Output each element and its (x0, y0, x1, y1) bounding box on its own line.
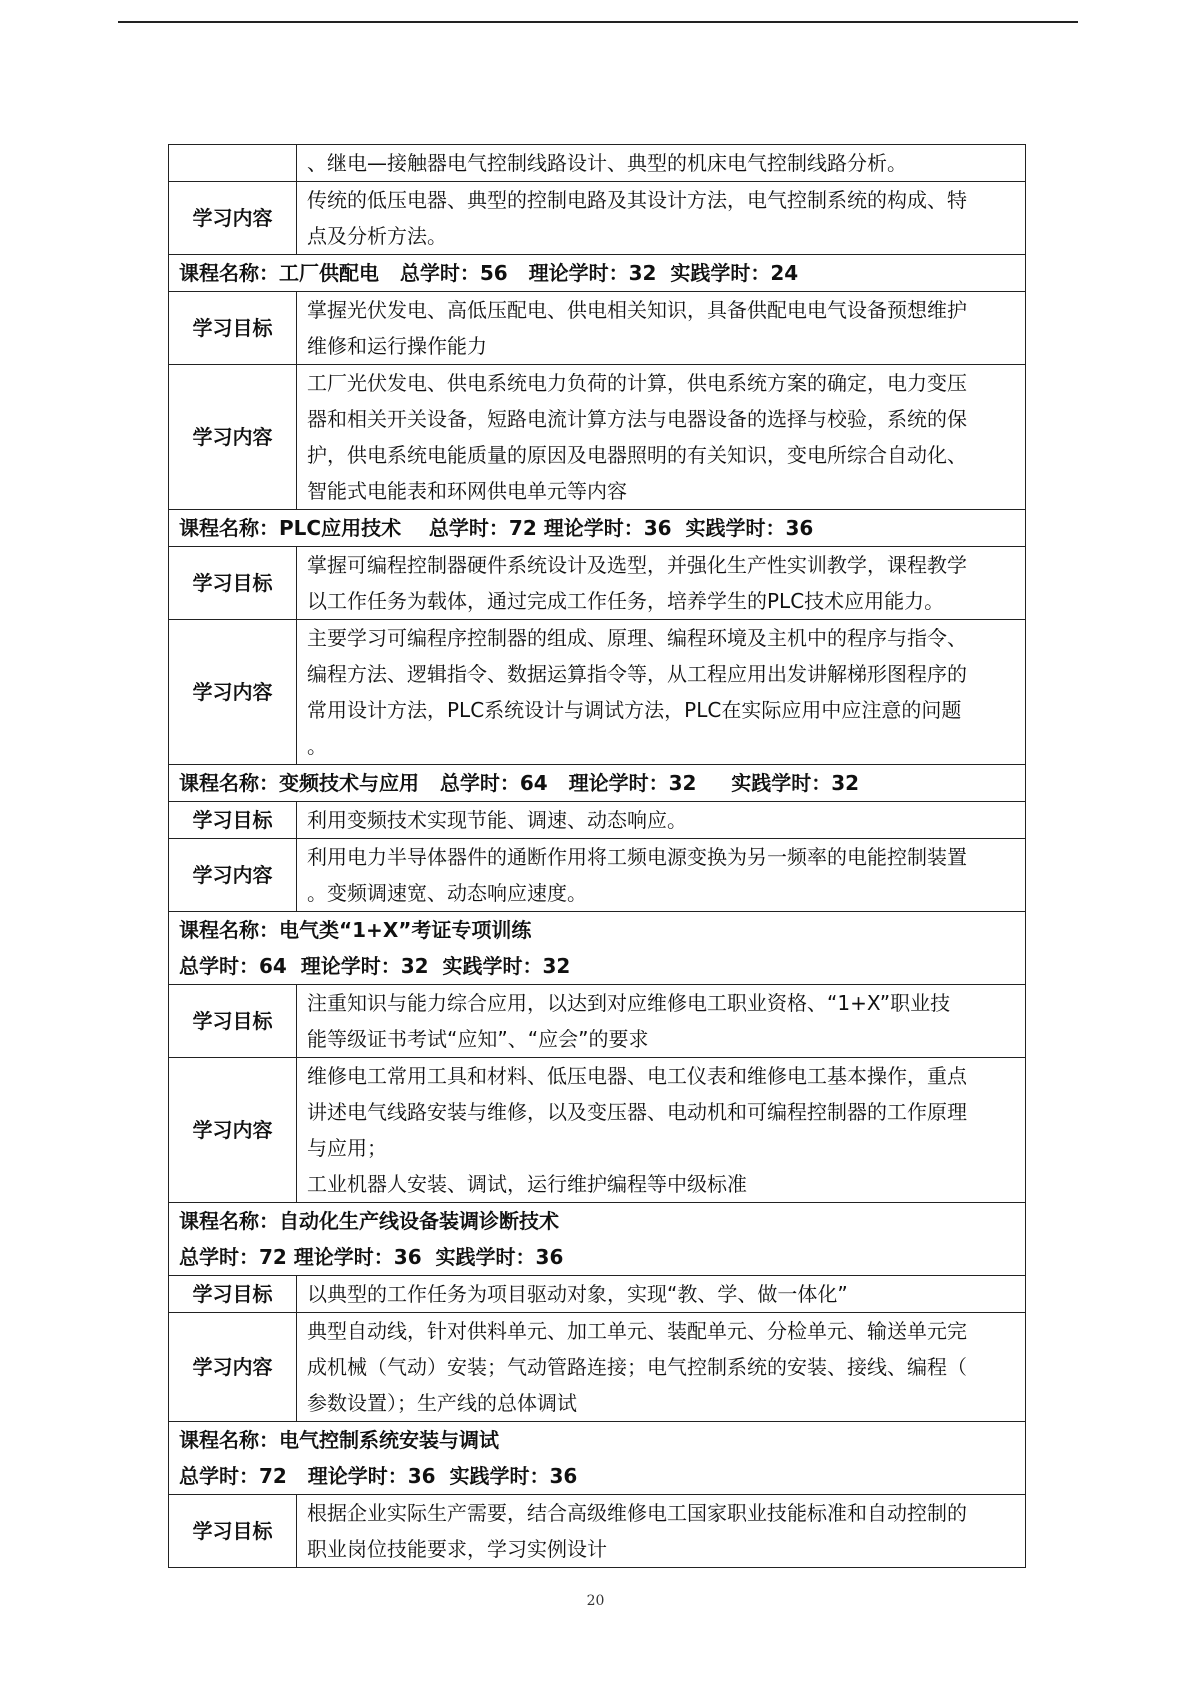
content-row (169, 839, 1026, 912)
row-text: 传统的低压电器、典型的控制电路及其设计方法，电气控制系统的构成、特 点及分析方法。 (297, 182, 1026, 255)
row-text: 主要学习可编程序控制器的组成、原理、编程环境及主机中的程序与指令、 编程方法、逻辑指令、数据运算指令等，从工程应用出发讲解梯形图程序的 常用设计方法，PLC系统设计与调试方法，PLC在实际应用中应注意的问题 。 (297, 620, 1026, 765)
content-row (169, 1495, 1026, 1568)
row-text: 工厂光伏发电、供电系统电力负荷的计算，供电系统方案的确定，电力变压 器和相关开关设备，短路电流计算方法与电器设备的选择与校验，系统的保 护，供电系统电能质量的原因及电器照明的有关知识，变电所综合自动化、 智能式电能表和环网供电单元等内容 (297, 365, 1026, 510)
row-label: 学习内容 (169, 839, 297, 912)
row-label: 学习目标 (169, 1495, 297, 1568)
course-header-row (169, 912, 1026, 985)
course-header-row (169, 1422, 1026, 1495)
row-text: 利用电力半导体器件的通断作用将工频电源变换为另一频率的电能控制装置 。变频调速宽、动态响应速度。 (297, 839, 1026, 912)
page-number: 20 (586, 1593, 605, 1609)
row-label: 学习目标 (169, 802, 297, 839)
row-label: 学习内容 (169, 1313, 297, 1422)
row-label: 学习内容 (169, 1058, 297, 1203)
row-text: 、继电—接触器电气控制线路设计、典型的机床电气控制线路分析。 (297, 145, 1026, 182)
course-header: 课程名称：工厂供配电 总学时：56 理论学时：32 实践学时：24 (169, 255, 1026, 292)
content-row (169, 182, 1026, 255)
row-label: 学习目标 (169, 547, 297, 620)
row-text: 根据企业实际生产需要，结合高级维修电工国家职业技能标准和自动控制的 职业岗位技能要求，学习实例设计 (297, 1495, 1026, 1568)
row-label: 学习目标 (169, 292, 297, 365)
content-row (169, 365, 1026, 510)
course-header-row (169, 255, 1026, 292)
row-text: 以典型的工作任务为项目驱动对象，实现“教、学、做一体化” (297, 1276, 1026, 1313)
content-row (169, 620, 1026, 765)
row-label: 学习目标 (169, 985, 297, 1058)
content-row (169, 985, 1026, 1058)
content-row (169, 1313, 1026, 1422)
row-label: 学习目标 (169, 1276, 297, 1313)
course-header-row (169, 765, 1026, 802)
row-text: 维修电工常用工具和材料、低压电器、电工仪表和维修电工基本操作，重点 讲述电气线路安装与维修，以及变压器、电动机和可编程控制器的工作原理 与应用； 工业机器人安装、调试，运行维护编程等中级标准 (297, 1058, 1026, 1203)
top-rule (118, 21, 1078, 23)
course-header: 课程名称：电气控制系统安装与调试 总学时：72 理论学时：36 实践学时：36 (169, 1422, 1026, 1495)
content-row (169, 145, 1026, 182)
content-row (169, 547, 1026, 620)
course-header-row (169, 510, 1026, 547)
row-text: 典型自动线，针对供料单元、加工单元、装配单元、分检单元、输送单元完 成机械（气动）安装；气动管路连接；电气控制系统的安装、接线、编程（ 参数设置）；生产线的总体调试 (297, 1313, 1026, 1422)
row-label (169, 145, 297, 182)
course-header: 课程名称：自动化生产线设备装调诊断技术 总学时：72 理论学时：36 实践学时：36 (169, 1203, 1026, 1276)
row-text: 掌握可编程控制器硬件系统设计及选型，并强化生产性实训教学，课程教学 以工作任务为载体，通过完成工作任务，培养学生的PLC技术应用能力。 (297, 547, 1026, 620)
row-text: 利用变频技术实现节能、调速、动态响应。 (297, 802, 1026, 839)
course-header: 课程名称：PLC应用技术 总学时：72 理论学时：36 实践学时：36 (169, 510, 1026, 547)
row-label: 学习内容 (169, 182, 297, 255)
course-table (168, 144, 1026, 1568)
row-label: 学习内容 (169, 365, 297, 510)
row-text: 掌握光伏发电、高低压配电、供电相关知识，具备供配电电气设备预想维护 维修和运行操作能力 (297, 292, 1026, 365)
table-body (169, 145, 1026, 1568)
content-row (169, 1276, 1026, 1313)
course-header: 课程名称：变频技术与应用 总学时：64 理论学时：32 实践学时：32 (169, 765, 1026, 802)
content-row (169, 802, 1026, 839)
content-row (169, 1058, 1026, 1203)
course-header-row (169, 1203, 1026, 1276)
content-row (169, 292, 1026, 365)
row-label: 学习内容 (169, 620, 297, 765)
course-header: 课程名称：电气类“1+X”考证专项训练 总学时：64 理论学时：32 实践学时：32 (169, 912, 1026, 985)
row-text: 注重知识与能力综合应用，以达到对应维修电工职业资格、“1+X”职业技 能等级证书考试“应知”、“应会”的要求 (297, 985, 1026, 1058)
